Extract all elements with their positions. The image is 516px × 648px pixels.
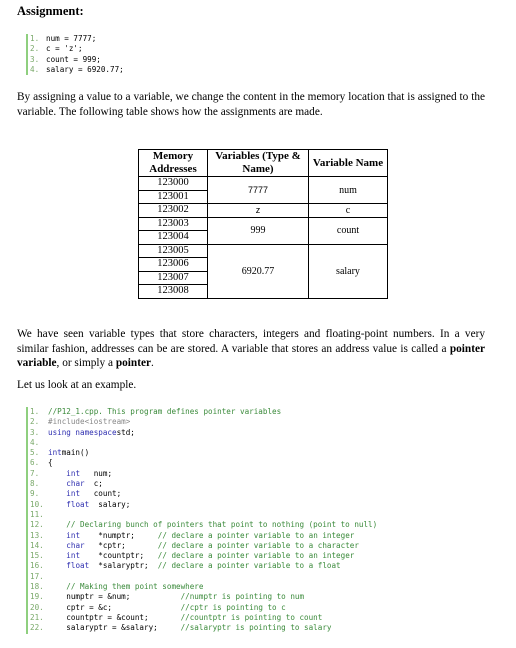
code-comment: // declare a pointer variable to an integer [157,551,355,561]
code-line [26,458,377,468]
code-text: count; [80,489,122,499]
name-cell-salary: salary [309,244,388,298]
code-comment: // Declaring bunch of pointers that point to nothing (point to null) [66,520,378,530]
code-text: count = 999; [46,54,101,64]
code-line [26,572,377,582]
code-line [26,582,377,592]
value-cell-c: z [208,204,309,218]
pointer-text-1: We have seen variable types that store characters, integers and floating-point numbers. In a very similar fashion, addresses can be are stored. A variable that stores an address value is called a [17,328,485,355]
pointer-text-3: . [151,357,154,369]
address-cell: 123003 [139,217,208,231]
line-number: 13. [30,530,44,540]
code-comment: //numptr is pointing to num [180,592,305,602]
term-pointer: pointer [115,357,152,369]
address-cell: 123008 [139,285,208,299]
address-cell: 123005 [139,244,208,258]
code-line [26,551,377,561]
code-comment: //P12_1.cpp. This program defines pointer variables [48,407,282,416]
code-text [48,469,66,478]
code-line [26,448,377,458]
header-memory-addresses: Memory Addresses [139,150,208,177]
code-text: num = 7777; [46,34,97,43]
code-line [26,531,377,541]
line-number: 11. [30,509,44,519]
code-text [48,541,66,550]
code-line [26,34,124,44]
code-keyword: char [66,479,85,489]
line-number: 12. [30,520,44,530]
code-text: std; [116,427,135,437]
code-text: salaryptr = &salary; [48,623,181,633]
paragraph-assignment-explanation: By assigning a value to a variable, we change the content in the memory location that is assigned to the variable. The following table shows how the assignments are made. [17,91,485,118]
section-heading: Assignment: [17,4,84,18]
line-number: 5. [30,448,40,458]
code-line [26,407,377,417]
line-number: 17. [30,571,44,581]
code-text: *countptr; [80,551,158,561]
code-comment: //salaryptr is pointing to salary [180,623,332,633]
code-line [26,479,377,489]
line-number: 20. [30,602,44,612]
code-text: main() [61,448,90,458]
term-pointer-variable: pointer variable [17,342,485,369]
header-variable-name: Variable Name [309,150,388,177]
code-comment: //countptr is pointing to count [180,612,323,622]
value-cell-num: 7777 [208,177,309,204]
line-number: 2. [30,44,40,54]
line-number: 15. [30,551,44,561]
code-text [48,561,66,570]
code-text [48,500,66,509]
line-number: 16. [30,561,44,571]
code-text: salary = 6920.77; [46,64,124,74]
line-number: 22. [30,623,44,633]
code-comment: // declare a pointer variable to an integer [157,530,355,540]
code-line [26,541,377,551]
code-text: *salaryptr; [89,561,158,571]
address-cell: 123006 [139,258,208,272]
code-text [48,551,66,560]
code-keyword: float [66,561,90,571]
pointer-text-2: , or simply a [56,357,116,369]
code-line [26,428,377,438]
line-number: 7. [30,468,40,478]
line-number: 3. [30,54,40,64]
code-keyword: int [66,530,81,540]
code-text: c = 'z'; [46,44,83,54]
code-keyword: int [66,468,81,478]
code-line [26,520,377,530]
address-cell: 123002 [139,204,208,218]
line-number: 6. [30,458,40,468]
code-line [26,438,377,448]
code-text: numptr = &num; [48,592,181,602]
code-text [48,489,66,498]
code-text: num; [80,468,113,478]
line-number: 4. [30,64,40,74]
paragraph-pointer-definition [17,327,485,371]
code-line [26,417,377,427]
line-number: 21. [30,612,44,622]
line-number: 18. [30,582,44,592]
line-number: 9. [30,489,40,499]
code-text: countptr = &count; [48,612,181,622]
code-keyword: int [66,489,81,499]
code-line [26,561,377,571]
value-cell-salary: 6920.77 [208,244,309,298]
code-keyword: int [48,448,62,458]
code-comment: // declare a pointer variable to a character [157,540,359,550]
code-keyword: float [66,499,90,509]
code-text [48,582,66,591]
code-text: #include<iostream> [48,417,131,427]
memory-table [138,149,388,299]
code-line [26,613,377,623]
code-text [48,531,66,540]
line-number: 2. [30,417,40,427]
name-cell-num: num [309,177,388,204]
code-snippet-assignment [26,34,124,75]
code-keyword: using namespace [48,427,117,437]
value-cell-count: 999 [208,217,309,244]
address-cell: 123004 [139,231,208,245]
code-line [26,500,377,510]
code-line [26,603,377,613]
code-text [48,520,66,529]
line-number: 1. [30,407,40,416]
line-number: 1. [30,34,40,43]
line-number: 3. [30,427,40,437]
code-snippet-pointer-example [26,407,377,634]
address-cell: 123001 [139,190,208,204]
address-cell: 123007 [139,271,208,285]
code-line [26,510,377,520]
header-variables-type-name: Variables (Type & Name) [208,150,309,177]
line-number: 19. [30,592,44,602]
name-cell-c: c [309,204,388,218]
code-text [48,479,66,488]
code-keyword: char [66,540,85,550]
code-line [26,592,377,602]
code-line [26,55,124,65]
code-keyword: int [66,551,81,561]
line-number: 14. [30,540,44,550]
code-text: *cptr; [84,540,158,550]
code-text: *numptr; [80,530,158,540]
code-text: c; [84,479,103,489]
code-comment: // Making them point somewhere [66,582,204,592]
code-line [26,489,377,499]
line-number: 10. [30,499,44,509]
address-cell: 123000 [139,177,208,191]
code-line [26,44,124,54]
code-comment: // declare a pointer variable to a float [157,561,341,571]
code-text: { [48,458,53,468]
code-comment: //cptr is pointing to c [180,602,286,612]
code-line [26,623,377,633]
line-number: 8. [30,479,40,489]
name-cell-count: count [309,217,388,244]
paragraph-example-intro: Let us look at an example. [17,379,137,391]
code-line [26,469,377,479]
line-number: 4. [30,437,40,447]
code-line [26,65,124,75]
code-text: cptr = &c; [48,602,181,612]
code-text: salary; [89,499,131,509]
